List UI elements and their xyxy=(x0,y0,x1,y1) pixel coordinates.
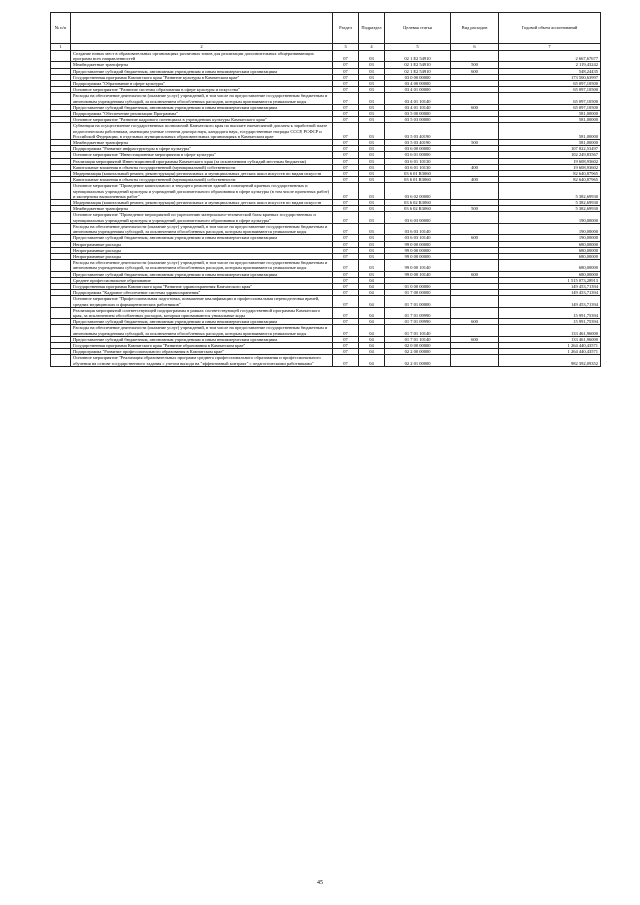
row-sum-cell: 581,00000 xyxy=(499,117,601,123)
row-sum-cell: 1 515 073,28913 xyxy=(499,277,601,283)
row-name-cell: Государственная программа Камчатского края "Развитие культуры в Камчатском крае" xyxy=(71,74,333,80)
row-sum-cell: 190,00000 xyxy=(499,235,601,241)
row-cs-cell: 01 7 01 00000 xyxy=(385,296,451,307)
row-vr-cell: 600 xyxy=(451,336,499,342)
row-name-cell: Непрограммные расходы xyxy=(71,247,333,253)
col-header-num: № п/п xyxy=(51,13,71,44)
row-cs-cell: 03 6 01 10130 xyxy=(385,158,451,164)
row-sum-cell: 680,00000 xyxy=(499,241,601,247)
row-name-cell: Расходы на обеспечение деятельности (оказание услуг) учреждений, в том числе на предоставление государственным бюджетным и автономным учреждениям субсидий, за исключением обособленных расходов, которым присваиваются уникальные коды xyxy=(71,93,333,104)
row-num-cell xyxy=(51,93,71,104)
row-podrazdel-cell: 03 xyxy=(359,104,385,110)
row-cs-cell: 99 0 00 10140 xyxy=(385,260,451,271)
row-name-cell: Подпрограмма "Развитие профессионального образования в Камчатском крае" xyxy=(71,349,333,355)
row-sum-cell: 19 608,93602 xyxy=(499,164,601,170)
row-num-cell xyxy=(51,51,71,62)
row-podrazdel-cell: 03 xyxy=(359,152,385,158)
row-vr-cell xyxy=(451,123,499,140)
row-sum-cell: 581,00000 xyxy=(499,123,601,140)
row-podrazdel-cell: 04 xyxy=(359,342,385,348)
table-row xyxy=(51,51,601,62)
col-number: 3 xyxy=(333,44,359,51)
row-vr-cell xyxy=(451,260,499,271)
row-razdel-cell: 07 xyxy=(333,307,359,318)
row-name-cell: Среднее профессиональное образование xyxy=(71,277,333,283)
table-row xyxy=(51,307,601,318)
row-sum-cell: 19 608,93602 xyxy=(499,158,601,164)
row-razdel-cell: 07 xyxy=(333,241,359,247)
budget-table-sheet xyxy=(50,12,600,367)
row-razdel-cell: 07 xyxy=(333,81,359,87)
row-razdel-cell: 07 xyxy=(333,74,359,80)
row-vr-cell xyxy=(451,307,499,318)
row-vr-cell xyxy=(451,183,499,200)
row-sum-cell: 149 453,71394 xyxy=(499,296,601,307)
row-sum-cell: 5 382,69930 xyxy=(499,200,601,206)
row-name-cell: Расходы на обеспечение деятельности (оказание услуг) учреждений, в том числе на предоставление государственным бюджетным и автономным учреждениям субсидий, за исключением обособленных расходов, которым присваиваются уникальные коды xyxy=(71,223,333,234)
table-row xyxy=(51,123,601,140)
header-row xyxy=(51,13,601,44)
row-sum-cell: 107 822,53497 xyxy=(499,146,601,152)
row-sum-cell: 65 097,10500 xyxy=(499,87,601,93)
row-cs-cell: 02 1 E2 54910 xyxy=(385,62,451,68)
row-num-cell xyxy=(51,325,71,336)
row-podrazdel-cell: 03 xyxy=(359,183,385,200)
row-cs-cell: 01 7 01 10140 xyxy=(385,336,451,342)
row-sum-cell: 15 991,75394 xyxy=(499,307,601,318)
row-cs-cell: 03 6 01 R3060 xyxy=(385,171,451,177)
row-razdel-cell: 07 xyxy=(333,62,359,68)
row-razdel-cell: 07 xyxy=(333,212,359,223)
row-podrazdel-cell: 03 xyxy=(359,123,385,140)
row-sum-cell: 133 461,96000 xyxy=(499,325,601,336)
row-sum-cell: 680,00000 xyxy=(499,271,601,277)
row-podrazdel-cell: 04 xyxy=(359,296,385,307)
row-razdel-cell: 07 xyxy=(333,164,359,170)
row-podrazdel-cell: 03 xyxy=(359,164,385,170)
row-razdel-cell: 07 xyxy=(333,152,359,158)
row-podrazdel-cell: 04 xyxy=(359,349,385,355)
row-name-cell: Основное мероприятие "Проведение мероприятий по укреплению материально-технической базы краевых государственных и муниципальных учреждений культуры и учреждений дополнительного образования в сфере культуры" xyxy=(71,212,333,223)
row-podrazdel-cell: 03 xyxy=(359,111,385,117)
row-podrazdel-cell: 03 xyxy=(359,206,385,212)
row-vr-cell xyxy=(451,223,499,234)
row-sum-cell: 982 392,09352 xyxy=(499,355,601,366)
column-number-row xyxy=(51,44,601,51)
row-name-cell: Расходы на обеспечение деятельности (оказание услуг) учреждений, в том числе на предоставление государственным бюджетным и автономным учреждениям субсидий, за исключением обособленных расходов, которым присваиваются уникальные коды xyxy=(71,260,333,271)
row-podrazdel-cell: 03 xyxy=(359,212,385,223)
row-sum-cell: 173 500,63997 xyxy=(499,74,601,80)
row-podrazdel-cell: 03 xyxy=(359,51,385,62)
row-razdel-cell: 07 xyxy=(333,319,359,325)
col-number: 5 xyxy=(385,44,451,51)
row-name-cell: Расходы на обеспечение деятельности (оказание услуг) учреждений, в том числе на предоставление государственным бюджетным и автономным учреждениям субсидий, за исключением обособленных расходов, которым присваиваются уникальные коды xyxy=(71,325,333,336)
row-sum-cell: 149 453,71394 xyxy=(499,290,601,296)
row-podrazdel-cell: 03 xyxy=(359,260,385,271)
row-cs-cell: 01 7 01 09990 xyxy=(385,319,451,325)
row-razdel-cell: 07 xyxy=(333,355,359,366)
row-podrazdel-cell: 04 xyxy=(359,290,385,296)
row-razdel-cell: 07 xyxy=(333,93,359,104)
row-vr-cell: 600 xyxy=(451,235,499,241)
row-podrazdel-cell: 03 xyxy=(359,62,385,68)
row-podrazdel-cell: 03 xyxy=(359,117,385,123)
row-razdel-cell: 07 xyxy=(333,51,359,62)
row-num-cell xyxy=(51,183,71,200)
row-podrazdel-cell: 03 xyxy=(359,87,385,93)
row-name-cell: Государственная программа Камчатского края "Развитие образования в Камчатском крае" xyxy=(71,342,333,348)
row-razdel-cell: 07 xyxy=(333,104,359,110)
budget-table xyxy=(50,12,601,367)
row-podrazdel-cell: 03 xyxy=(359,247,385,253)
row-name-cell: Подпрограмма "Обеспечение реализации Программы" xyxy=(71,111,333,117)
table-row xyxy=(51,296,601,307)
row-cs-cell: 03 6 01 10130 xyxy=(385,164,451,170)
page-number: 45 xyxy=(317,880,323,886)
row-podrazdel-cell: 04 xyxy=(359,336,385,342)
row-name-cell: Предоставление субсидий бюджетным, автономным учреждениям и иным некоммерческим организациям xyxy=(71,235,333,241)
row-sum-cell: 133 461,96000 xyxy=(499,336,601,342)
row-vr-cell: 600 xyxy=(451,104,499,110)
row-cs-cell: 03 5 00 00000 xyxy=(385,111,451,117)
row-sum-cell: 581,00000 xyxy=(499,111,601,117)
col-number: 1 xyxy=(51,44,71,51)
row-podrazdel-cell: 04 xyxy=(359,283,385,289)
row-sum-cell: 2 667,67677 xyxy=(499,51,601,62)
row-sum-cell: 548,24435 xyxy=(499,68,601,74)
row-name-cell: Капитальные вложения в объекты государственной (муниципальной) собственности xyxy=(71,164,333,170)
row-cs-cell: 02 0 00 00000 xyxy=(385,342,451,348)
row-podrazdel-cell: 03 xyxy=(359,271,385,277)
col-number: 6 xyxy=(451,44,499,51)
row-cs-cell: 03 6 02 R3060 xyxy=(385,200,451,206)
row-sum-cell: 190,00000 xyxy=(499,223,601,234)
table-row xyxy=(51,93,601,104)
col-header-sum: Годовой объем ассигнований xyxy=(499,13,601,44)
row-num-cell xyxy=(51,296,71,307)
row-vr-cell xyxy=(451,212,499,223)
row-name-cell: Предоставление субсидий бюджетным, автономным учреждениям и иным некоммерческим организациям xyxy=(71,104,333,110)
row-cs-cell: 99 0 00 00000 xyxy=(385,241,451,247)
row-razdel-cell: 07 xyxy=(333,336,359,342)
col-header-cs: Целевая статья xyxy=(385,13,451,44)
row-cs-cell: 03 6 02 R3060 xyxy=(385,206,451,212)
row-razdel-cell: 07 xyxy=(333,223,359,234)
row-cs-cell: 01 7 01 09990 xyxy=(385,307,451,318)
row-razdel-cell: 07 xyxy=(333,140,359,146)
row-podrazdel-cell: 03 xyxy=(359,171,385,177)
row-vr-cell xyxy=(451,296,499,307)
row-podrazdel-cell: 03 xyxy=(359,223,385,234)
row-razdel-cell: 07 xyxy=(333,235,359,241)
table-row xyxy=(51,325,601,336)
row-podrazdel-cell: 03 xyxy=(359,68,385,74)
row-cs-cell: 03 5 03 40190 xyxy=(385,123,451,140)
table-row xyxy=(51,223,601,234)
row-podrazdel-cell: 03 xyxy=(359,253,385,259)
row-name-cell: Подпрограмма "Развитие инфраструктуры в сфере культуры" xyxy=(71,146,333,152)
row-name-cell: Подпрограмма "Кадровое обеспечение системы здравоохранения" xyxy=(71,290,333,296)
row-razdel-cell: 07 xyxy=(333,283,359,289)
table-row xyxy=(51,355,601,366)
row-cs-cell: 03 0 00 00000 xyxy=(385,74,451,80)
row-razdel-cell: 07 xyxy=(333,349,359,355)
row-num-cell xyxy=(51,307,71,318)
row-cs-cell: 02 2 01 00000 xyxy=(385,355,451,366)
row-name-cell: Предоставление субсидий бюджетным, автономным учреждениям и иным некоммерческим организациям xyxy=(71,271,333,277)
row-razdel-cell: 07 xyxy=(333,290,359,296)
row-sum-cell: 149 453,71394 xyxy=(499,283,601,289)
row-cs-cell: 03 5 03 40190 xyxy=(385,140,451,146)
row-name-cell: Основное мероприятие "Инвестиционные мероприятия в сфере культуры" xyxy=(71,152,333,158)
row-sum-cell: 65 097,10500 xyxy=(499,93,601,104)
row-razdel-cell: 07 xyxy=(333,253,359,259)
row-razdel-cell: 07 xyxy=(333,158,359,164)
row-sum-cell: 1 264 440,43571 xyxy=(499,349,601,355)
row-name-cell: Межбюджетные трансферты xyxy=(71,140,333,146)
row-num-cell xyxy=(51,355,71,366)
row-razdel-cell: 07 xyxy=(333,87,359,93)
row-cs-cell: 01 7 00 00000 xyxy=(385,290,451,296)
row-name-cell: Основное мероприятие "Профессиональная подготовка, повышение квалификации и профессиональная переподготовка врачей, средних медицинских и фармацевтических работников" xyxy=(71,296,333,307)
row-cs-cell: 03 5 03 00000 xyxy=(385,117,451,123)
row-vr-cell: 500 xyxy=(451,140,499,146)
row-num-cell xyxy=(51,212,71,223)
row-razdel-cell: 07 xyxy=(333,146,359,152)
row-sum-cell: 65 097,10500 xyxy=(499,81,601,87)
row-sum-cell: 581,00000 xyxy=(499,140,601,146)
row-name-cell: Реализация мероприятий Инвестиционной программы Камчатского края (за исключением субсидий местным бюджетам) xyxy=(71,158,333,164)
row-cs-cell: 01 0 00 00000 xyxy=(385,283,451,289)
row-cs-cell: 02 2 00 00000 xyxy=(385,349,451,355)
row-name-cell: Межбюджетные трансферты xyxy=(71,206,333,212)
row-name-cell: Непрограммные расходы xyxy=(71,241,333,247)
col-number: 7 xyxy=(499,44,601,51)
row-name-cell: Основное мероприятие "Реализация образовательных программ среднего профессионального образования и профессионального обучения на основе государственного задания с учетом выхода на "эффективный контракт" с педагогическими работниками" xyxy=(71,355,333,366)
row-podrazdel-cell: 04 xyxy=(359,325,385,336)
row-podrazdel-cell: 03 xyxy=(359,177,385,183)
row-vr-cell xyxy=(451,325,499,336)
row-razdel-cell: 07 xyxy=(333,247,359,253)
row-podrazdel-cell: 04 xyxy=(359,307,385,318)
row-cs-cell: 03 4 00 00000 xyxy=(385,81,451,87)
row-podrazdel-cell: 03 xyxy=(359,81,385,87)
row-vr-cell: 500 xyxy=(451,206,499,212)
row-cs-cell: 99 0 00 00000 xyxy=(385,247,451,253)
row-name-cell: Основное мероприятие "Развитие кадрового потенциала в учреждениях культуры Камчатского края" xyxy=(71,117,333,123)
col-header-name xyxy=(71,13,333,44)
row-sum-cell: 1 264 440,43571 xyxy=(499,342,601,348)
row-sum-cell: 102 249,83567 xyxy=(499,152,601,158)
table-row xyxy=(51,183,601,200)
row-sum-cell: 190,00000 xyxy=(499,212,601,223)
row-vr-cell xyxy=(451,355,499,366)
row-cs-cell: 03 4 01 10140 xyxy=(385,93,451,104)
row-cs-cell: 03 6 02 00000 xyxy=(385,183,451,200)
row-razdel-cell: 07 xyxy=(333,206,359,212)
row-cs-cell: 02 1 E2 54910 xyxy=(385,51,451,62)
row-podrazdel-cell: 04 xyxy=(359,319,385,325)
table-row xyxy=(51,260,601,271)
row-vr-cell: 600 xyxy=(451,68,499,74)
row-cs-cell: 03 6 01 R3060 xyxy=(385,177,451,183)
row-podrazdel-cell: 03 xyxy=(359,241,385,247)
row-name-cell: Модернизация (капитальный ремонт, реконструкция) региональных и муниципальных детских школ искусств по видам искусств xyxy=(71,171,333,177)
row-razdel-cell: 07 xyxy=(333,342,359,348)
row-podrazdel-cell: 04 xyxy=(359,277,385,283)
row-cs-cell: 03 6 03 00000 xyxy=(385,212,451,223)
row-sum-cell: 5 382,69930 xyxy=(499,183,601,200)
row-name-cell: Подпрограмма "Образование в сфере культуры" xyxy=(71,81,333,87)
row-sum-cell: 2 119,43242 xyxy=(499,62,601,68)
row-razdel-cell: 07 xyxy=(333,171,359,177)
row-cs-cell: 03 4 01 10140 xyxy=(385,104,451,110)
col-header-vr: Вид расходов xyxy=(451,13,499,44)
row-razdel-cell: 07 xyxy=(333,117,359,123)
row-sum-cell: 680,00000 xyxy=(499,253,601,259)
col-header-podrazdel: Подраздел xyxy=(359,13,385,44)
row-sum-cell: 680,00000 xyxy=(499,247,601,253)
row-podrazdel-cell: 03 xyxy=(359,158,385,164)
row-name-cell: Предоставление субсидий бюджетным, автономным учреждениям и иным некоммерческим организациям xyxy=(71,319,333,325)
row-razdel-cell: 07 xyxy=(333,296,359,307)
row-sum-cell: 680,00000 xyxy=(499,260,601,271)
row-name-cell: Предоставление субсидий бюджетным, автономным учреждениям и иным некоммерческим организациям xyxy=(71,68,333,74)
row-name-cell: Модернизация (капитальный ремонт, реконструкция) региональных и муниципальных детских школ искусств по видам искусств xyxy=(71,200,333,206)
col-header-razdel: Раздел xyxy=(333,13,359,44)
row-name-cell: Реализация мероприятий соответствующей подпрограммы в рамках соответствующей государственной программы Камчатского края, за исключением обособленных расходов, которым присваиваются уникальные коды xyxy=(71,307,333,318)
row-num-cell xyxy=(51,223,71,234)
row-sum-cell: 15 991,75394 xyxy=(499,319,601,325)
row-vr-cell: 500 xyxy=(451,62,499,68)
row-podrazdel-cell: 03 xyxy=(359,74,385,80)
row-vr-cell: 400 xyxy=(451,177,499,183)
row-razdel-cell: 07 xyxy=(333,68,359,74)
row-cs-cell: 03 6 01 00000 xyxy=(385,152,451,158)
row-num-cell xyxy=(51,260,71,271)
col-number: 4 xyxy=(359,44,385,51)
row-sum-cell: 5 382,69930 xyxy=(499,206,601,212)
row-name-cell: Основное мероприятие "Проведение капитального и текущего ремонтов зданий и помещений краевых государственных и муниципальных учреждений культуры и учреждений дополнительного образования в сфере культуры (в том числе проектных работ) и экспертизы выполненных работ" xyxy=(71,183,333,200)
row-cs-cell: 03 4 01 00000 xyxy=(385,87,451,93)
row-podrazdel-cell: 04 xyxy=(359,355,385,366)
row-sum-cell: 82 640,87965 xyxy=(499,171,601,177)
row-vr-cell: 600 xyxy=(451,271,499,277)
row-sum-cell: 82 640,87965 xyxy=(499,177,601,183)
row-podrazdel-cell: 03 xyxy=(359,93,385,104)
row-name-cell: Предоставление субсидий бюджетным, автономным учреждениям и иным некоммерческим организациям xyxy=(71,336,333,342)
row-num-cell xyxy=(51,123,71,140)
row-podrazdel-cell: 03 xyxy=(359,200,385,206)
row-name-cell: Субвенции на осуществление государственных полномочий Камчатского края по выплате ежемесячной доплаты к заработной плате педагогическим работникам, имеющим ученые степени доктора наук, кандидата наук, государственные награды СССР, РСФСР и Российской Федерации, в отдельных муниципальных образовательных организациях в Камчатском крае xyxy=(71,123,333,140)
row-vr-cell xyxy=(451,51,499,62)
row-razdel-cell: 07 xyxy=(333,271,359,277)
row-cs-cell: 99 0 00 10140 xyxy=(385,271,451,277)
row-name-cell: Межбюджетные трансферты xyxy=(71,62,333,68)
row-razdel-cell: 07 xyxy=(333,111,359,117)
row-cs-cell: 03 6 03 10140 xyxy=(385,235,451,241)
row-name-cell: Создание новых мест в образовательных организациях различных типов для реализации дополнительных общеразвивающих программ всех направленностей xyxy=(71,51,333,62)
row-cs-cell: 03 6 00 00000 xyxy=(385,146,451,152)
row-name-cell: Капитальные вложения в объекты государственной (муниципальной) собственности xyxy=(71,177,333,183)
row-podrazdel-cell: 03 xyxy=(359,140,385,146)
row-razdel-cell: 07 xyxy=(333,260,359,271)
table-body xyxy=(51,51,601,367)
row-razdel-cell: 07 xyxy=(333,177,359,183)
row-razdel-cell: 07 xyxy=(333,277,359,283)
row-vr-cell: 400 xyxy=(451,164,499,170)
row-cs-cell: 02 1 E2 54910 xyxy=(385,68,451,74)
row-razdel-cell: 07 xyxy=(333,123,359,140)
row-cs-cell: 01 7 01 10140 xyxy=(385,325,451,336)
row-razdel-cell: 07 xyxy=(333,183,359,200)
row-razdel-cell: 07 xyxy=(333,200,359,206)
table-row xyxy=(51,212,601,223)
col-number: 2 xyxy=(71,44,333,51)
row-name-cell: Непрограммные расходы xyxy=(71,253,333,259)
row-podrazdel-cell: 03 xyxy=(359,146,385,152)
row-name-cell: Основное мероприятие "Развитие системы образования в сфере культуры и искусства" xyxy=(71,87,333,93)
row-cs-cell: 03 6 03 10140 xyxy=(385,223,451,234)
row-razdel-cell: 07 xyxy=(333,325,359,336)
row-sum-cell: 65 097,10500 xyxy=(499,104,601,110)
row-vr-cell xyxy=(451,93,499,104)
row-cs-cell: 99 0 00 00000 xyxy=(385,253,451,259)
row-name-cell: Государственная программа Камчатского края "Развитие здравоохранения Камчатского края" xyxy=(71,283,333,289)
row-podrazdel-cell: 03 xyxy=(359,235,385,241)
row-vr-cell: 600 xyxy=(451,319,499,325)
